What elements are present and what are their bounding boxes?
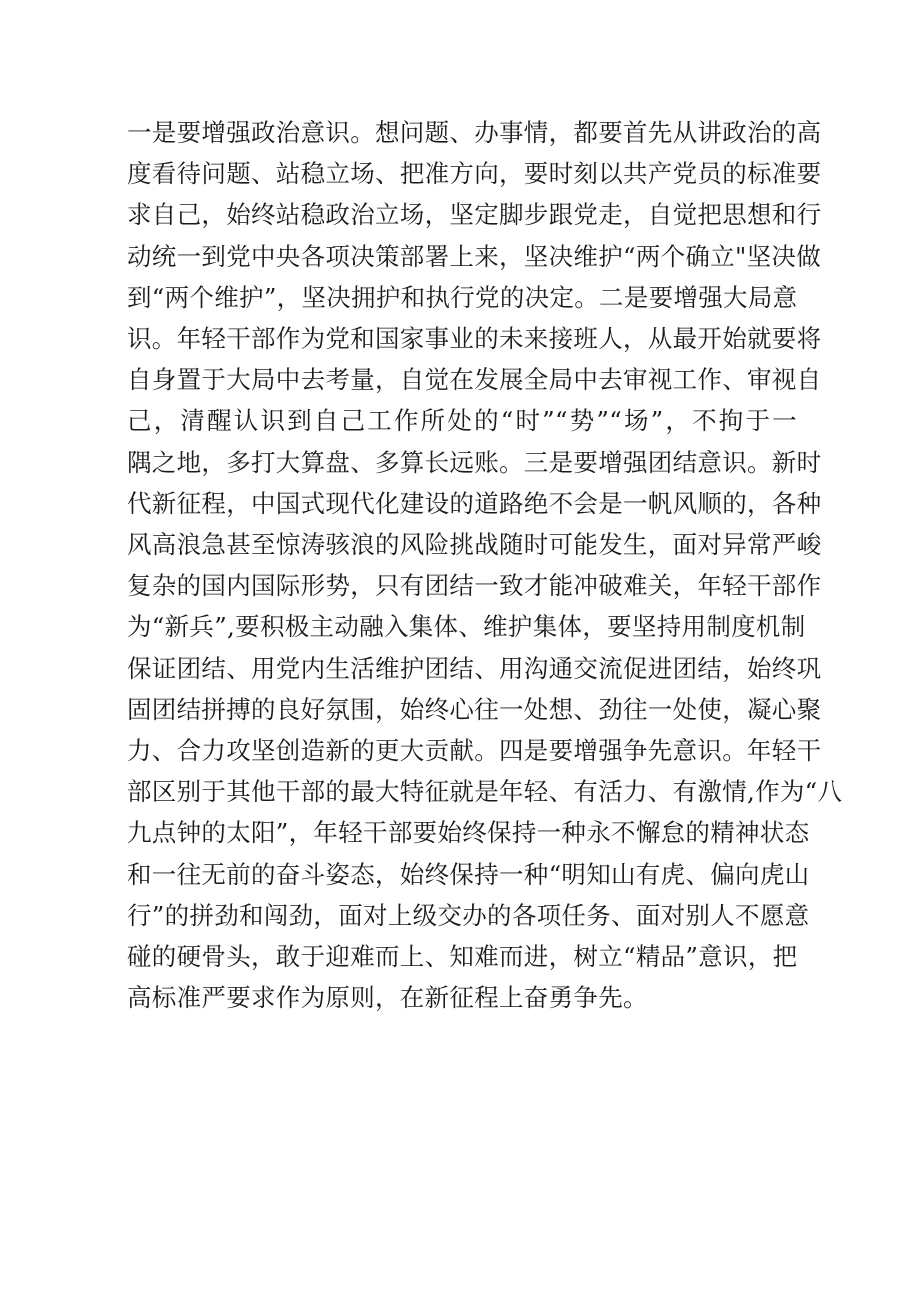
- text-line: 复杂的国内国际形势，只有团结一致才能冲破难关，年轻干部作: [127, 571, 822, 601]
- text-line: 风高浪急甚至惊涛骇浪的风险挑战随时可能发生，面对异常严峻: [127, 530, 822, 560]
- text-line: 保证团结、用党内生活维护团结、用沟通交流促进团结，始终巩: [127, 653, 822, 683]
- text-line: 隅之地，多打大算盘、多算长远账。三是要增强团结意识。新时: [127, 447, 822, 477]
- text-line: 己，清醒认识到自己工作所处的“时”“势”“场”，不拘于一: [127, 406, 797, 436]
- text-line: 部区别于其他干部的最大特征就是年轻、有活力、有激情,作为“八: [127, 777, 843, 807]
- text-line: 碰的硬骨头，敢于迎难而上、知难而进，树立“精品”意识，把: [127, 942, 798, 972]
- text-line: 度看待问题、站稳立场、把准方向，要时刻以共产党员的标准要: [127, 159, 822, 189]
- text-line: 代新征程，中国式现代化建设的道路绝不会是一帆风顺的，各种: [127, 488, 822, 518]
- text-line: 行”的拼劲和闯劲，面对上级交办的各项任务、面对别人不愿意: [127, 900, 810, 930]
- text-line: 和一往无前的奋斗姿态，始终保持一种“明知山有虎、偏向虎山: [127, 859, 810, 889]
- text-line: 九点钟的太阳”，年轻干部要始终保持一种永不懈怠的精神状态: [127, 818, 810, 848]
- text-line: 动统一到党中央各项决策部署上来，坚决维护“两个确立"坚决做: [127, 241, 821, 271]
- text-line: 为“新兵”,要积极主动融入集体、维护集体，要坚持用制度机制: [127, 612, 806, 642]
- text-line: 固团结拼搏的良好氛围，始终心往一处想、劲往一处使，凝心聚: [127, 694, 822, 724]
- text-line: 求自己，始终站稳政治立场，坚定脚步跟党走，自觉把思想和行: [127, 200, 822, 230]
- body-paragraph: [127, 112, 843, 1018]
- text-line: 识。年轻干部作为党和国家事业的未来接班人，从最开始就要将: [127, 324, 822, 354]
- text-line: 高标准严要求作为原则，在新征程上奋勇争先。: [127, 983, 648, 1013]
- text-line: 一是要增强政治意识。想问题、办事情，都要首先从讲政治的高: [127, 118, 822, 147]
- text-line: 力、合力攻坚创造新的更大贡献。四是要增强争先意识。年轻干: [127, 736, 822, 766]
- text-line: 自身置于大局中去考量，自觉在发展全局中去审视工作、审视自: [127, 365, 822, 395]
- text-line: 到“两个维护”，坚决拥护和执行党的决定。二是要增强大局意: [127, 282, 798, 312]
